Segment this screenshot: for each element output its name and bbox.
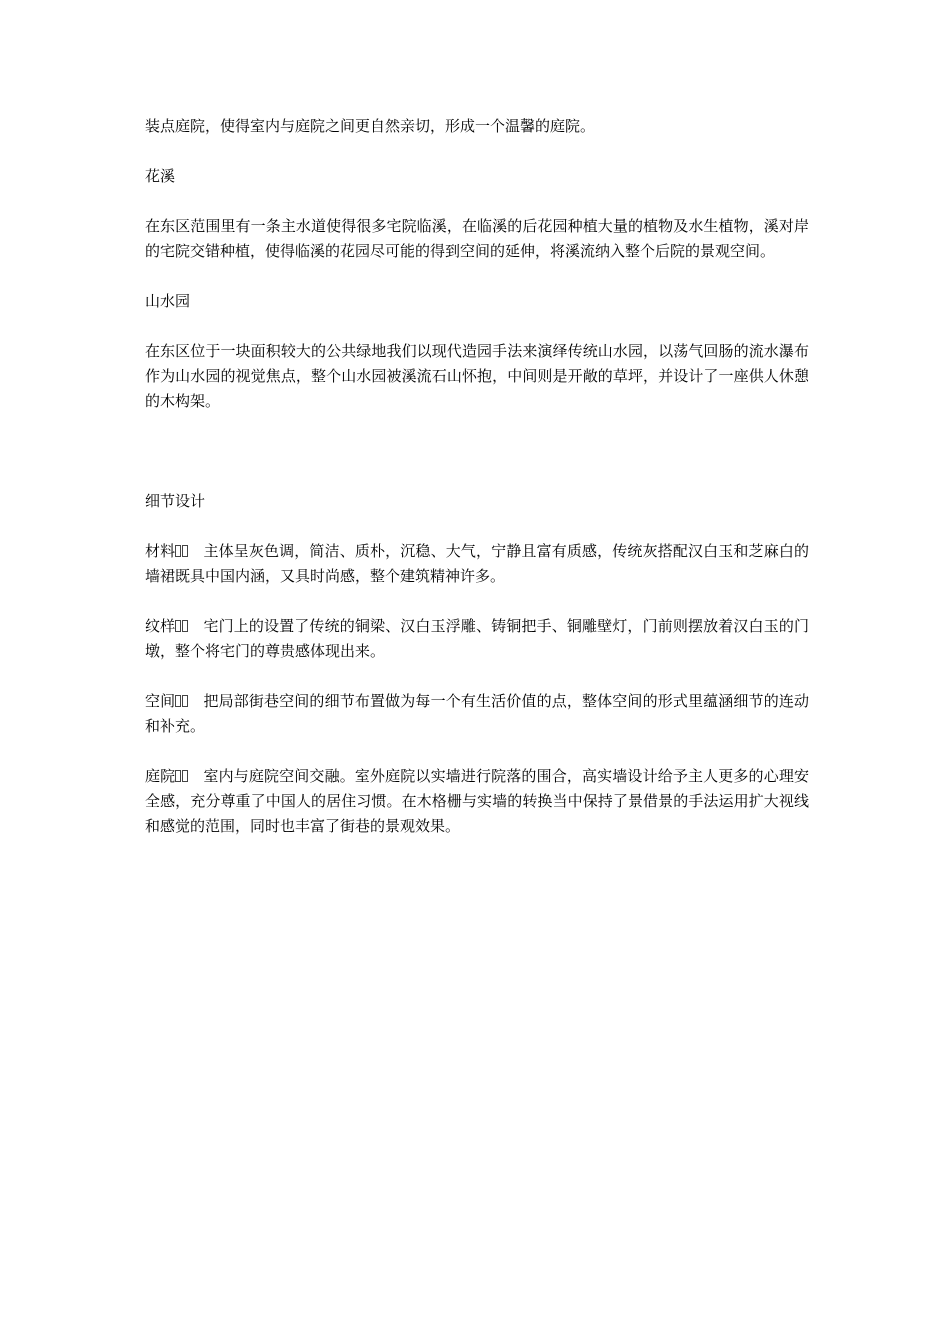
detail-item-pattern — [145, 614, 809, 664]
detail-label: 材料 — [145, 542, 176, 560]
missing-glyph-icon — [175, 767, 189, 785]
detail-design-heading: 细节设计 — [145, 492, 206, 510]
detail-body: 室内与庭院空间交融。室外庭院以实墙进行院落的围合，高实墙设计给予主人更多的心理安全感，充分尊重了中国人的居住习惯。在木格栅与实墙的转换当中保持了景借景的手法运用扩大视线和感觉的范围，同时也丰富了街巷的景观效果。 — [145, 767, 809, 835]
missing-glyph-icon — [175, 617, 189, 635]
detail-item-courtyard — [145, 764, 809, 839]
detail-body: 主体呈灰色调，简洁、质朴，沉稳、大气，宁静且富有质感，传统灰搭配汉白玉和芝麻白的墙裙既具中国内涵，又具时尚感，整个建筑精神许多。 — [145, 542, 809, 585]
detail-label: 纹样 — [145, 617, 176, 635]
spacer — [145, 439, 809, 489]
section-body-huaxi: 在东区范围里有一条主水道使得很多宅院临溪，在临溪的后花园种植大量的植物及水生植物，溪对岸的宅院交错种植，使得临溪的花园尽可能的得到空间的延伸，将溪流纳入整个后院的景观空间。 — [145, 217, 809, 260]
section-heading-huaxi: 花溪 — [145, 167, 176, 185]
detail-label: 庭院 — [145, 767, 176, 785]
detail-body: 宅门上的设置了传统的铜梁、汉白玉浮雕、铸铜把手、铜雕壁灯，门前则摆放着汉白玉的门墩，整个将宅门的尊贵感体现出来。 — [145, 617, 809, 660]
document-page — [145, 114, 809, 864]
detail-item-space — [145, 689, 809, 739]
detail-item-material — [145, 539, 809, 589]
missing-glyph-icon — [175, 692, 189, 710]
detail-body: 把局部街巷空间的细节布置做为每一个有生活价值的点，整体空间的形式里蕴涵细节的连动和补充。 — [145, 692, 809, 735]
intro-paragraph: 装点庭院，使得室内与庭院之间更自然亲切，形成一个温馨的庭院。 — [145, 117, 596, 135]
section-body-shanshuiyuan: 在东区位于一块面积较大的公共绿地我们以现代造园手法来演绎传统山水园，以荡气回肠的流水瀑布作为山水园的视觉焦点，整个山水园被溪流石山怀抱，中间则是开敞的草坪，并设计了一座供人休憩的木构架。 — [145, 342, 809, 410]
section-heading-shanshuiyuan: 山水园 — [145, 292, 191, 310]
detail-label: 空间 — [145, 692, 176, 710]
missing-glyph-icon — [175, 542, 189, 560]
